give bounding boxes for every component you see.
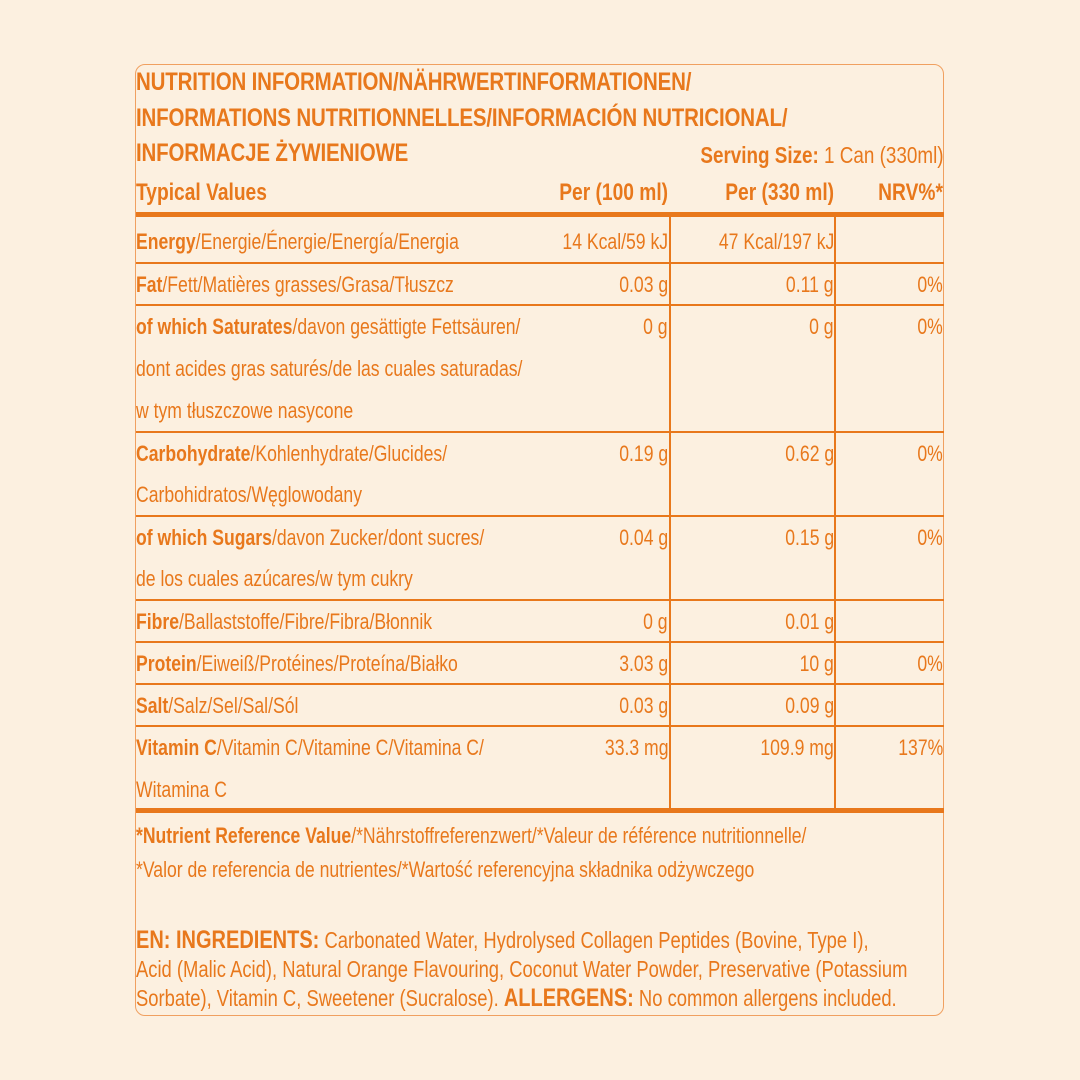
row-protein-label (136, 643, 458, 685)
row-protein-per330: 10 g (799, 651, 834, 676)
row-fibre-label (136, 601, 432, 643)
ingredients-line-3 (136, 984, 897, 1013)
row-vitamin-c-per330: 109.9 mg (760, 735, 834, 760)
row-protein-translations: /Eiweiß/Protéines/Proteína/Białko (196, 651, 458, 676)
row-fibre-per100: 0 g (643, 609, 668, 634)
row-saturates-label (136, 306, 520, 348)
row-saturates-line-2: dont acides gras saturés/de las cuales saturadas/ (136, 356, 523, 381)
row-salt-per100: 0.03 g (619, 693, 668, 718)
column-header-typical-values: Typical Values (136, 179, 267, 206)
row-carbohydrate-translations: /Kohlenhydrate/Glucides/ (250, 441, 448, 466)
row-energy-translations: /Energie/Énergie/Energía/Energia (195, 229, 459, 254)
column-header-per-100ml: Per (100 ml) (559, 179, 668, 206)
heading-line-1: NUTRITION INFORMATION/NÄHRWERTINFORMATIONEN/ (136, 68, 692, 96)
row-sugars-label (136, 517, 484, 559)
nrv-footnote-title: *Nutrient Reference Value (136, 823, 352, 848)
row-fat-name: Fat (136, 272, 163, 297)
row-protein-nrv: 0% (917, 651, 943, 676)
row-fibre-translations: /Ballaststoffe/Fibre/Fibra/Błonnik (179, 609, 433, 634)
row-sugars-name: of which Sugars (136, 525, 272, 550)
row-salt-translations: /Salz/Sel/Sal/Sól (168, 693, 299, 718)
allergens-label: ALLERGENS: (503, 984, 634, 1012)
allergens-text: No common allergens included. (633, 985, 897, 1011)
serving-size (701, 138, 944, 172)
row-carbohydrate-nrv: 0% (917, 441, 943, 466)
nrv-footnote-translations: /*Nährstoffreferenzwert/*Valeur de référence nutritionnelle/ (351, 823, 807, 848)
row-protein-per100: 3.03 g (619, 651, 668, 676)
row-carbohydrate-line-2: Carbohidratos/Węglowodany (136, 482, 362, 507)
row-saturates-per330: 0 g (809, 314, 834, 339)
row-salt-per330: 0.09 g (785, 693, 834, 718)
row-vitamin-c-translations: /Vitamin C/Vitamine C/Vitamina C/ (216, 735, 484, 760)
row-saturates-per100: 0 g (643, 314, 668, 339)
ingredients-text-3: Sorbate), Vitamin C, Sweetener (Sucralose). (136, 985, 504, 1011)
row-saturates-nrv: 0% (917, 314, 943, 339)
nrv-footnote-line-2: *Valor de referencia de nutrientes/*Wartość referencyjna składnika odżywczego (136, 857, 755, 882)
row-saturates-line-3: w tym tłuszczowe nasycone (136, 398, 354, 423)
row-sugars-translations: /davon Zucker/dont sucres/ (271, 525, 485, 550)
ingredients-line-2: Acid (Malic Acid), Natural Orange Flavouring, Coconut Water Powder, Preservative (Potassium (136, 956, 908, 982)
row-protein-name: Protein (136, 651, 197, 676)
row-fibre-per330: 0.01 g (785, 609, 834, 634)
row-sugars-per330: 0.15 g (785, 525, 834, 550)
row-saturates-name: of which Saturates (136, 314, 293, 339)
row-vitamin-c-name: Vitamin C (136, 735, 217, 760)
ingredients-label: EN: INGREDIENTS: (136, 926, 320, 954)
row-vitamin-c-label (136, 727, 484, 769)
heading-line-2: INFORMATIONS NUTRITIONNELLES/INFORMACIÓN NUTRICIONAL/ (136, 104, 788, 132)
row-salt-name: Salt (136, 693, 169, 718)
column-header-per-330ml: Per (330 ml) (725, 179, 834, 206)
row-saturates-translations: /davon gesättigte Fettsäuren/ (292, 314, 521, 339)
row-carbohydrate-label (136, 433, 447, 475)
row-energy-label (136, 221, 459, 263)
footer-rule (136, 808, 944, 813)
row-fat-label (136, 264, 454, 306)
ingredients-line-1 (136, 926, 869, 955)
row-energy-name: Energy (136, 229, 196, 254)
serving-size-value: 1 Can (330ml) (824, 142, 944, 168)
row-carbohydrate-per330: 0.62 g (785, 441, 834, 466)
row-vitamin-c-line-2: Witamina C (136, 777, 227, 802)
row-sugars-per100: 0.04 g (619, 525, 668, 550)
row-fat-translations: /Fett/Matières grasses/Grasa/Tłuszcz (162, 272, 454, 297)
ingredients-text-1: Carbonated Water, Hydrolysed Collagen Peptides (Bovine, Type I), (319, 927, 869, 953)
row-fat-per330: 0.11 g (786, 272, 834, 297)
row-sugars-line-2: de los cuales azúcares/w tym cukry (136, 566, 413, 591)
row-fibre-name: Fibre (136, 609, 180, 634)
row-sugars-nrv: 0% (917, 525, 943, 550)
serving-size-label: Serving Size: (700, 142, 820, 168)
row-carbohydrate-per100: 0.19 g (619, 441, 668, 466)
nrv-footnote-line-1 (136, 819, 806, 853)
row-vitamin-c-nrv: 137% (897, 735, 943, 760)
column-header-nrv: NRV%* (878, 179, 943, 206)
column-divider (669, 214, 671, 810)
heading-line-3: INFORMACJE ŻYWIENIOWE (136, 139, 409, 167)
row-vitamin-c-per100: 33.3 mg (604, 735, 668, 760)
row-fat-per100: 0.03 g (619, 272, 668, 297)
header-rule (136, 212, 944, 217)
row-salt-label (136, 685, 298, 727)
column-divider (834, 214, 836, 810)
row-carbohydrate-name: Carbohydrate (136, 441, 251, 466)
row-energy-per330: 47 Kcal/197 kJ (718, 229, 834, 254)
row-fat-nrv: 0% (917, 272, 943, 297)
row-energy-per100: 14 Kcal/59 kJ (562, 229, 668, 254)
